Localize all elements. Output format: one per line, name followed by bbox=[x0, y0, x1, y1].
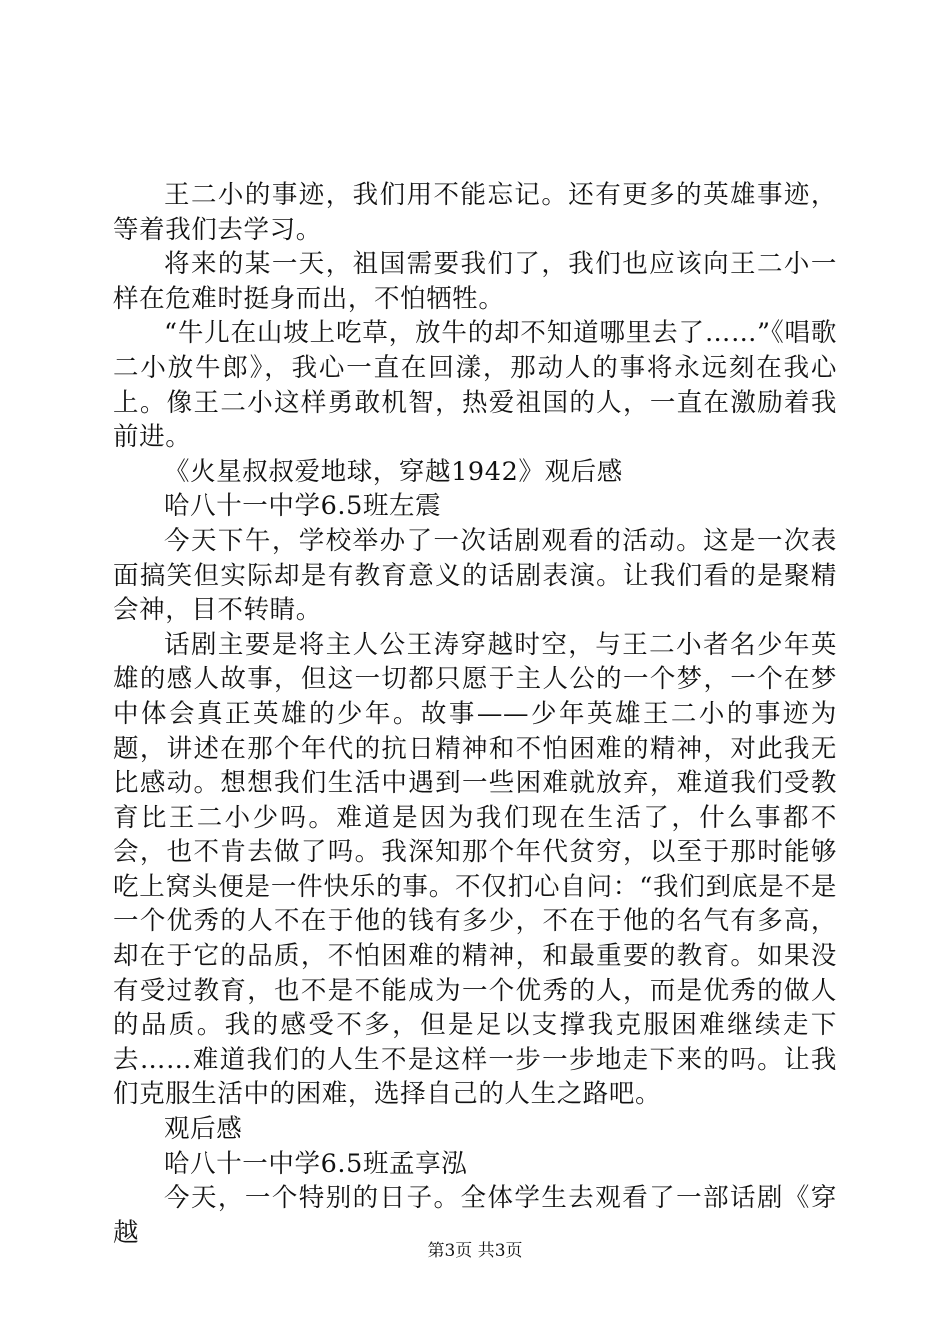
essay-author-meng-xianghong: 哈八十一中学6.5班孟享泓 bbox=[164, 1148, 468, 1179]
essay-author-zuo-zhen: 哈八十一中学6.5班左震 bbox=[164, 491, 442, 522]
paragraph-drama-activity: 今天下午，学校举办了一次话剧观看的活动。这是一次表面搞笑但实际却是有教育意义的话剧表演。让我们看的是聚精会神，目不转睛。 bbox=[113, 525, 837, 626]
document-body bbox=[113, 178, 837, 1250]
paragraph-future-sacrifice: 将来的某一天，祖国需要我们了，我们也应该向王二小一样在危难时挺身而出，不怕牺牲。 bbox=[113, 249, 837, 314]
paragraph-song-quote: “牛儿在山坡上吃草，放牛的却不知道哪里去了……”《唱歌二小放牛郎》，我心一直在回漾，那动人的事将永远刻在我心上。像王二小这样勇敢机智，热爱祖国的人，一直在激励着我前进。 bbox=[113, 318, 837, 453]
paragraph-drama-content: 话剧主要是将主人公王涛穿越时空，与王二小者名少年英雄的感人故事，但这一切都只愿于主人公的一个梦，一个在梦中体会真正英雄的少年。故事——少年英雄王二小的事迹为题，讲述在那个年代的抗日精神和不怕困难的精神，对此我无比感动。想想我们生活中遇到一些困难就放弃，难道我们受教育比王二小少吗。难道是因为我们现在生活了，什么事都不会，也不肯去做了吗。我深知那个年代贫穷，以至于那时能够吃上窝头便是一件快乐的事。不仅扪心自问：“我们到底是不是一个优秀的人不在于他的钱有多少，不在于他的名气有多高，却在于它的品质，不怕困难的精神，和最重要的教育。如果没有受过教育，也不是不能成为一个优秀的人，而是优秀的做人的品质。我的感受不多，但是足以支撑我克服困难继续走下去……难道我们的人生不是这样一步一步地走下来的吗。让我们克服生活中的困难，选择自己的人生之路吧。 bbox=[113, 629, 837, 1110]
essay-title-reflection: 观后感 bbox=[164, 1114, 243, 1145]
essay-title-martian-uncle: 《火星叔叔爱地球，穿越1942》观后感 bbox=[164, 456, 623, 487]
paragraph-wang-erxiao-deeds: 王二小的事迹，我们用不能忘记。还有更多的英雄事迹，等着我们去学习。 bbox=[113, 180, 837, 245]
paragraph-special-day: 今天，一个特别的日子。全体学生去观看了一部话剧《穿越 bbox=[113, 1183, 837, 1248]
page-number-footer: 第3页 共3页 bbox=[427, 1241, 523, 1261]
